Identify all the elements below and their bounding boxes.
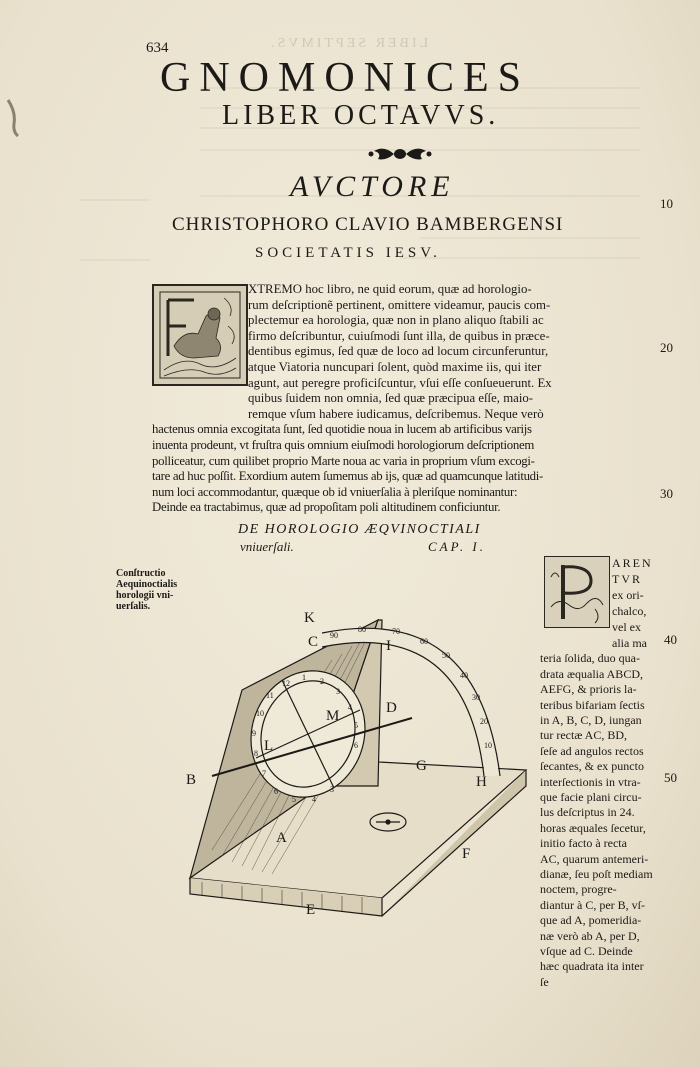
- column-line: que ad A, pomeridia-: [540, 913, 642, 928]
- margin-number: 40: [664, 632, 677, 647]
- intro-line: atque Viatoria nuncupari ſolent, quòd maxime iis, qui iter: [248, 360, 542, 374]
- column-line: teria ſolida, duo qua-: [540, 651, 640, 666]
- column-line: ſeſe ad angulos rectos: [540, 743, 644, 758]
- margin-number: 10: [660, 196, 673, 211]
- intro-line: tare ad huc poſſit. Exordium autem ſumemus ab ijs, quæ ad quamcunque latitudi-: [152, 469, 543, 484]
- intro-line: hactenus omnia excogitata ſunt, ſed quotidie noua in lucem ab artificibus varijs: [152, 422, 532, 437]
- figure-label: G: [416, 758, 427, 774]
- figure-label: L: [264, 738, 274, 754]
- intro-line: firmo deſcribuntur, cuiuſmodi ſunt illa, de quibus in præce-: [248, 328, 550, 343]
- svg-text:3: 3: [336, 687, 340, 696]
- bleed-through-header: LIBER SEPTIMVS.: [268, 36, 429, 51]
- svg-text:1: 1: [302, 673, 306, 682]
- svg-text:4: 4: [312, 795, 316, 804]
- svg-text:10: 10: [484, 741, 492, 750]
- intro-line: plectemur ea horologia, quæ non in plano aliquo ſtabili ac: [248, 313, 544, 328]
- column-line: in A, B, C, D, iungan: [540, 713, 642, 727]
- svg-text:5: 5: [354, 721, 358, 730]
- column-line: ex ori-: [612, 588, 644, 602]
- column-line: AC, quarum antemeri-: [540, 851, 649, 866]
- paper-tear-mark: [4, 98, 22, 138]
- svg-text:40: 40: [460, 671, 468, 680]
- column-line: chalco,: [612, 604, 647, 618]
- svg-text:3: 3: [330, 785, 334, 794]
- column-line: interſectionis in vtra-: [540, 774, 641, 789]
- figure-label: A: [276, 830, 287, 846]
- svg-text:4: 4: [348, 703, 352, 712]
- decorated-initial-e-icon: [152, 284, 248, 386]
- svg-text:8: 8: [254, 749, 258, 758]
- figure-label: D: [386, 700, 397, 716]
- intro-line: agunt, aut peregre proficiſcuntur, vſui eſſe conſueuerunt. Ex: [248, 375, 552, 390]
- column-line: AEFG, & prioris la-: [540, 682, 637, 697]
- svg-text:70: 70: [392, 627, 400, 636]
- fleuron-ornament-icon: [368, 143, 432, 165]
- margin-number: 50: [664, 770, 677, 785]
- intro-line: dentibus egimus, ſed quæ de loco ad locum circunferuntur,: [248, 344, 549, 359]
- svg-text:7: 7: [262, 769, 266, 778]
- chapter-subheading: vniuerſali.: [240, 539, 294, 554]
- sidenote-line: Aequinoctialis: [116, 579, 178, 590]
- column-line: ſe: [540, 974, 549, 989]
- column-line: noctem, progre-: [540, 882, 617, 897]
- author-line: CHRISTOPHORO CLAVIO BAMBERGENSI: [172, 214, 564, 235]
- column-line: hæc quadrata ita inter: [540, 959, 644, 974]
- column-line: drata æqualia ABCD,: [540, 666, 643, 681]
- auctore-heading: AVCTORE: [290, 170, 455, 203]
- intro-line: Deinde ea tractabimus, quæ ad propoſitam poli altitudinem conficiuntur.: [152, 500, 501, 515]
- column-line: vſque ad C. Deinde: [540, 944, 633, 958]
- intro-line: num loci accommodantur, quæque ob id vniuerſalia à pleriſque nominantur:: [152, 484, 518, 499]
- svg-text:11: 11: [266, 691, 274, 700]
- column-line: teribus bifariam ſectis: [540, 697, 645, 712]
- figure-label: K: [304, 610, 315, 626]
- column-line: AREN: [612, 556, 653, 570]
- svg-text:20: 20: [480, 717, 488, 726]
- svg-text:9: 9: [252, 729, 256, 738]
- figure-label: I: [386, 638, 391, 654]
- intro-line: inuenta prodeunt, vt fruſtra quis omnium eiuſmodi horologiorum deſcriptionem: [152, 438, 535, 452]
- column-line: que facie plani circu-: [540, 790, 642, 804]
- margin-number: 20: [660, 340, 673, 355]
- svg-text:6: 6: [274, 787, 278, 796]
- svg-text:10: 10: [256, 709, 264, 718]
- book-title: GNOMONICES: [160, 55, 531, 101]
- svg-text:90: 90: [330, 631, 338, 640]
- svg-text:5: 5: [292, 795, 296, 804]
- equinoctial-sundial-figure: [182, 600, 532, 920]
- chapter-heading: DE HOROLOGIO ÆQVINOCTIALI: [238, 522, 481, 537]
- margin-sidenote: [116, 568, 177, 612]
- column-line: tur rectæ AC, BD,: [540, 728, 627, 743]
- svg-text:12: 12: [282, 679, 290, 688]
- book-subtitle: LIBER OCTAVVS.: [222, 100, 500, 131]
- figure-label: E: [306, 902, 316, 918]
- column-line: næ verò ab A, per D,: [540, 928, 640, 943]
- column-line: alia ma: [612, 636, 647, 650]
- column-line: ſecantes, & ex puncto: [540, 759, 644, 774]
- margin-number: 30: [660, 486, 673, 501]
- intro-line: rum deſcriptionẽ pertinent, omittere videamur, paucis com-: [248, 297, 551, 312]
- figure-label: M: [326, 708, 340, 724]
- society-line: SOCIETATIS IESV.: [255, 245, 441, 261]
- column-line: lus deſcriptus in 24.: [540, 805, 635, 820]
- intro-line: quibus ſuidem non omnia, ſed quæ præcipua eſſe, maio-: [248, 391, 534, 406]
- svg-text:80: 80: [358, 625, 366, 634]
- column-line: horas æquales ſecetur,: [540, 820, 646, 835]
- chapter-number: CAP. I.: [428, 539, 486, 554]
- column-line: TVR: [612, 572, 642, 586]
- svg-text:50: 50: [442, 651, 450, 660]
- figure-label: B: [186, 772, 197, 788]
- svg-text:6: 6: [354, 741, 358, 750]
- intro-line: remque vſum habere iudicamus, deſcribemus. Neque verò: [248, 406, 544, 421]
- svg-text:2: 2: [320, 677, 324, 686]
- figure-label: F: [462, 846, 471, 862]
- column-line: initio facto à recta: [540, 836, 627, 851]
- svg-text:30: 30: [472, 693, 480, 702]
- column-line: vel ex: [612, 620, 641, 634]
- intro-line: polliceatur, cum quilibet proprio Marte noua ac varia in proprium vſum excogi-: [152, 453, 535, 468]
- column-line: dianæ, ſeu poſt mediam: [540, 867, 653, 881]
- figure-label: H: [476, 774, 487, 790]
- svg-text:60: 60: [420, 637, 428, 646]
- figure-label: C: [308, 634, 319, 650]
- intro-line: XTREMO hoc libro, ne quid eorum, quæ ad horologio-: [248, 282, 532, 296]
- sidenote-line: Conſtructio: [116, 568, 166, 579]
- column-line: diantur à C, per B, vſ-: [540, 897, 645, 912]
- sidenote-line: uerſalis.: [116, 601, 151, 612]
- decorated-initial-p-icon: [544, 556, 610, 628]
- page-number: 634: [146, 40, 169, 56]
- sidenote-line: horologii vni-: [116, 590, 174, 601]
